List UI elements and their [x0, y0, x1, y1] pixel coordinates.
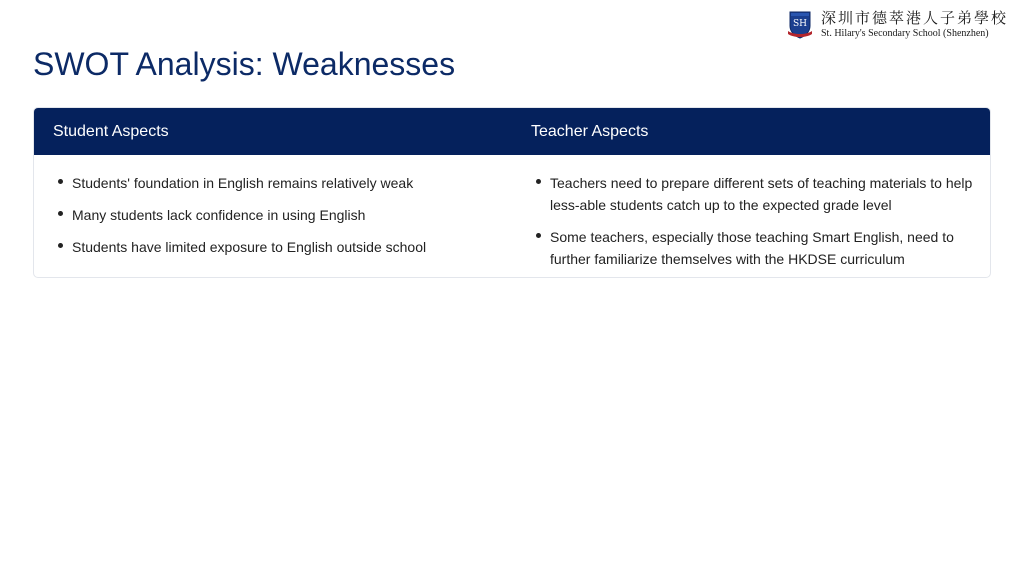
list-item: Students' foundation in English remains relatively weak — [56, 172, 496, 194]
school-crest-icon — [787, 11, 813, 39]
crest-letters: SH — [792, 19, 807, 29]
weaknesses-table — [33, 107, 991, 278]
school-logo — [787, 10, 1008, 40]
table-header-row — [34, 108, 990, 155]
column-header-teacher: Teacher Aspects — [531, 123, 649, 140]
table-body-row — [34, 155, 990, 278]
teacher-aspects-cell — [512, 155, 990, 278]
list-item: Many students lack confidence in using English — [56, 204, 496, 226]
list-item: Students have limited exposure to English outside school — [56, 236, 496, 258]
list-item: Teachers need to prepare different sets of teaching materials to help less-able students catch up to the expected grade level — [534, 172, 974, 216]
teacher-aspects-list — [534, 172, 974, 270]
school-name-chinese: 深圳市德萃港人子弟學校 — [820, 9, 1008, 27]
student-aspects-list — [56, 172, 496, 258]
column-header-student: Student Aspects — [53, 123, 169, 140]
list-item: Some teachers, especially those teaching Smart English, need to further familiarize themselves with the HKDSE curriculum — [534, 226, 974, 270]
student-aspects-cell — [34, 155, 512, 278]
school-name-english: St. Hilary's Secondary School (Shenzhen) — [820, 28, 989, 39]
page-title: SWOT Analysis: Weaknesses — [33, 46, 456, 82]
